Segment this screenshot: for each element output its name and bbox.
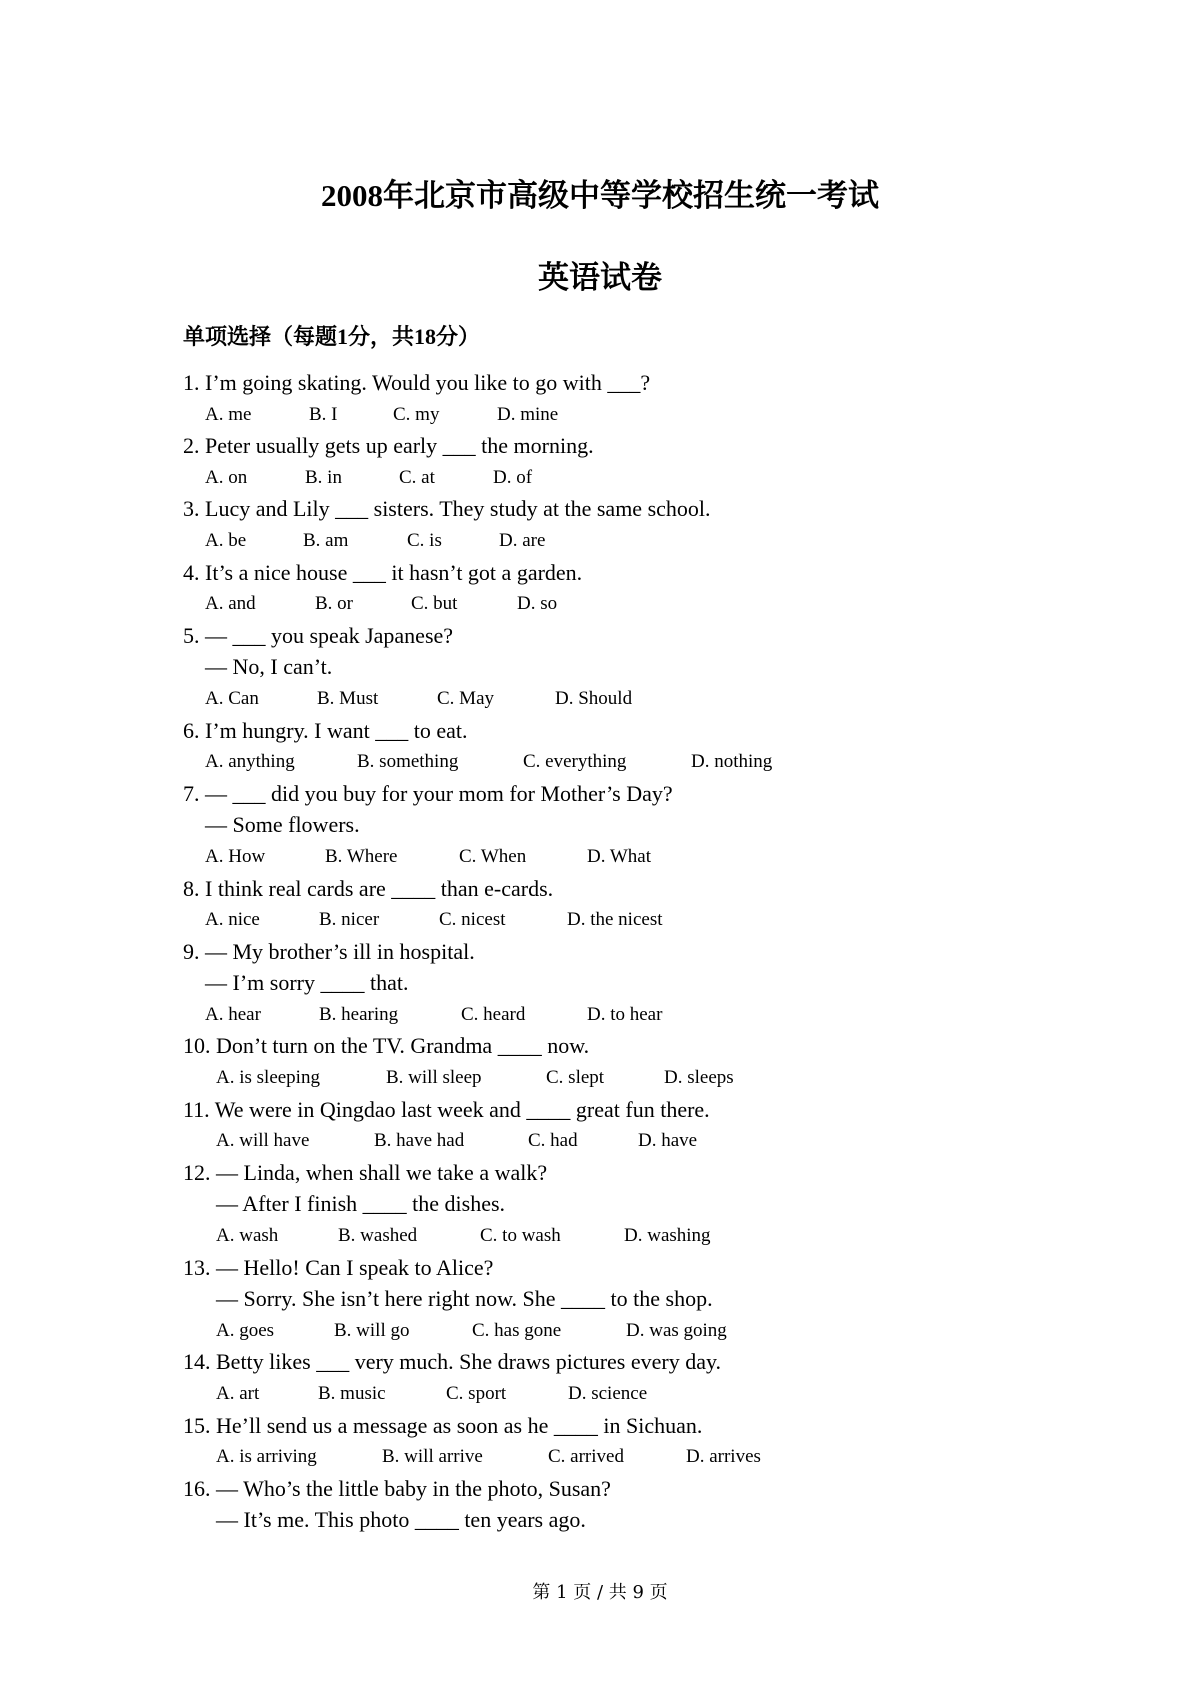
option-c: C. heard — [461, 1003, 526, 1025]
option-c: C. arrived — [548, 1446, 624, 1468]
option-b: B. will sleep — [386, 1067, 482, 1089]
option-b: B. am — [303, 529, 349, 551]
option-c: C. to wash — [480, 1225, 561, 1247]
question-stem: 4. It’s a nice house ___ it hasn’t got a garden. — [183, 559, 583, 585]
option-c: C. had — [528, 1130, 578, 1152]
option-b: B. washed — [338, 1225, 418, 1247]
question-dialogue-line: — I’m sorry ____ that. — [205, 970, 409, 996]
option-a: A. will have — [216, 1130, 310, 1152]
option-d: D. so — [517, 593, 558, 615]
question-9 — [183, 936, 1083, 1031]
option-row — [183, 999, 1083, 1031]
option-b: B. nicer — [319, 909, 380, 931]
option-c: C. at — [399, 466, 435, 488]
question-7 — [183, 778, 1083, 873]
question-stem: 1. I’m going skating. Would you like to go with ___? — [183, 370, 651, 395]
question-stem: 15. He’ll send us a message as soon as he ____ in Sichuan. — [183, 1412, 703, 1438]
option-c: C. my — [393, 403, 440, 425]
option-c: C. nicest — [439, 909, 506, 931]
option-b: B. have had — [374, 1130, 465, 1152]
option-row — [183, 1125, 1083, 1157]
option-d: D. arrives — [686, 1446, 761, 1468]
question-stem: 5. — ___ you speak Japanese? — [183, 622, 454, 648]
option-c: C. everything — [523, 751, 627, 773]
question-stem: 3. Lucy and Lily ___ sisters. They study at the same school. — [183, 496, 711, 522]
option-row — [183, 1062, 1083, 1094]
option-b: B. Must — [317, 687, 379, 709]
question-8 — [183, 873, 1083, 936]
option-b: B. Where — [325, 845, 398, 867]
question-dialogue-line: — After I finish ____ the dishes. — [216, 1191, 506, 1217]
question-dialogue-line: — Some flowers. — [205, 812, 360, 838]
option-a: A. art — [216, 1383, 260, 1404]
option-row — [183, 841, 1083, 873]
question-stem: 11. We were in Qingdao last week and ____ great fun there. — [183, 1096, 710, 1122]
option-d: D. sleeps — [664, 1067, 734, 1089]
option-a: A. is sleeping — [216, 1067, 320, 1089]
option-c: C. sport — [446, 1383, 507, 1404]
question-14 — [183, 1346, 1083, 1409]
question-stem: 2. Peter usually gets up early ___ the morning. — [183, 433, 594, 459]
question-dialogue-line: — It’s me. This photo ____ ten years ago. — [216, 1507, 586, 1533]
option-d: D. washing — [624, 1225, 711, 1247]
option-a: A. me — [205, 403, 252, 425]
question-10 — [183, 1030, 1083, 1093]
option-c: C. but — [411, 593, 458, 615]
question-stem: 9. — My brother’s ill in hospital. — [183, 938, 475, 964]
option-d: D. nothing — [691, 751, 773, 773]
option-row — [183, 399, 1083, 431]
option-row — [183, 1378, 1083, 1410]
option-a: A. Can — [205, 687, 259, 709]
option-c: C. slept — [546, 1067, 605, 1089]
option-d: D. was going — [626, 1319, 727, 1341]
option-b: B. will go — [334, 1319, 410, 1341]
option-a: A. be — [205, 529, 247, 551]
option-d: D. science — [568, 1383, 648, 1404]
option-row — [183, 1441, 1083, 1473]
exam-subtitle: 英语试卷 — [538, 260, 662, 295]
option-d: D. have — [638, 1130, 698, 1152]
option-d: D. What — [587, 845, 652, 867]
exam-title: 2008年北京市高级中等学校招生统一考试 — [321, 178, 879, 213]
question-stem: 13. — Hello! Can I speak to Alice? — [183, 1254, 494, 1280]
question-dialogue-line: — Sorry. She isn’t here right now. She ____ to the shop. — [216, 1286, 713, 1312]
option-b: B. something — [357, 751, 459, 773]
option-c: C. When — [459, 845, 527, 867]
question-dialogue-line: — No, I can’t. — [205, 654, 333, 680]
option-b: B. music — [318, 1383, 386, 1404]
option-row — [183, 588, 1083, 620]
option-b: B. in — [305, 466, 342, 488]
question-stem: 8. I think real cards are ____ than e-cards. — [183, 875, 554, 901]
option-row — [183, 525, 1083, 557]
option-a: A. is arriving — [216, 1446, 317, 1468]
question-list — [183, 367, 1083, 1536]
option-b: B. I — [309, 403, 338, 425]
option-a: A. goes — [216, 1319, 275, 1341]
option-a: A. hear — [205, 1003, 261, 1025]
option-a: A. nice — [205, 909, 260, 931]
question-13 — [183, 1252, 1083, 1347]
option-d: D. the nicest — [567, 909, 663, 931]
option-row — [183, 904, 1083, 936]
question-2 — [183, 430, 1083, 493]
question-16 — [183, 1473, 1083, 1536]
question-1 — [183, 367, 1083, 430]
option-c: C. has gone — [472, 1319, 562, 1341]
option-d: D. of — [493, 466, 533, 488]
question-stem: 10. Don’t turn on the TV. Grandma ____ now. — [183, 1033, 590, 1059]
option-row — [183, 683, 1083, 715]
option-d: D. Should — [555, 687, 633, 709]
option-d: D. to hear — [587, 1003, 663, 1025]
option-a: A. anything — [205, 751, 295, 773]
option-row — [183, 1315, 1083, 1347]
option-row — [183, 462, 1083, 494]
option-c: C. is — [407, 529, 442, 551]
question-stem: 16. — Who’s the little baby in the photo, Susan? — [183, 1475, 611, 1501]
section-heading: 单项选择（每题1分，共18分） — [183, 324, 481, 349]
option-a: A. How — [205, 845, 266, 867]
question-stem: 7. — ___ did you buy for your mom for Mother’s Day? — [183, 780, 673, 806]
option-b: B. or — [315, 593, 353, 615]
option-b: B. hearing — [319, 1003, 399, 1025]
option-a: A. and — [205, 593, 256, 615]
question-3 — [183, 493, 1083, 556]
question-stem: 14. Betty likes ___ very much. She draws pictures every day. — [183, 1349, 722, 1375]
option-d: D. mine — [497, 403, 559, 425]
question-12 — [183, 1157, 1083, 1252]
option-a: A. on — [205, 466, 248, 488]
question-stem: 12. — Linda, when shall we take a walk? — [183, 1159, 548, 1185]
question-stem: 6. I’m hungry. I want ___ to eat. — [183, 717, 468, 743]
question-11 — [183, 1094, 1083, 1157]
page-footer: 第 1 页 / 共 9 页 — [532, 1582, 668, 1603]
option-row — [183, 1220, 1083, 1252]
option-c: C. May — [437, 687, 494, 709]
option-a: A. wash — [216, 1225, 279, 1247]
question-5 — [183, 620, 1083, 715]
question-6 — [183, 715, 1083, 778]
option-b: B. will arrive — [382, 1446, 483, 1468]
option-d: D. are — [499, 529, 546, 551]
option-row — [183, 746, 1083, 778]
question-15 — [183, 1410, 1083, 1473]
question-4 — [183, 557, 1083, 620]
